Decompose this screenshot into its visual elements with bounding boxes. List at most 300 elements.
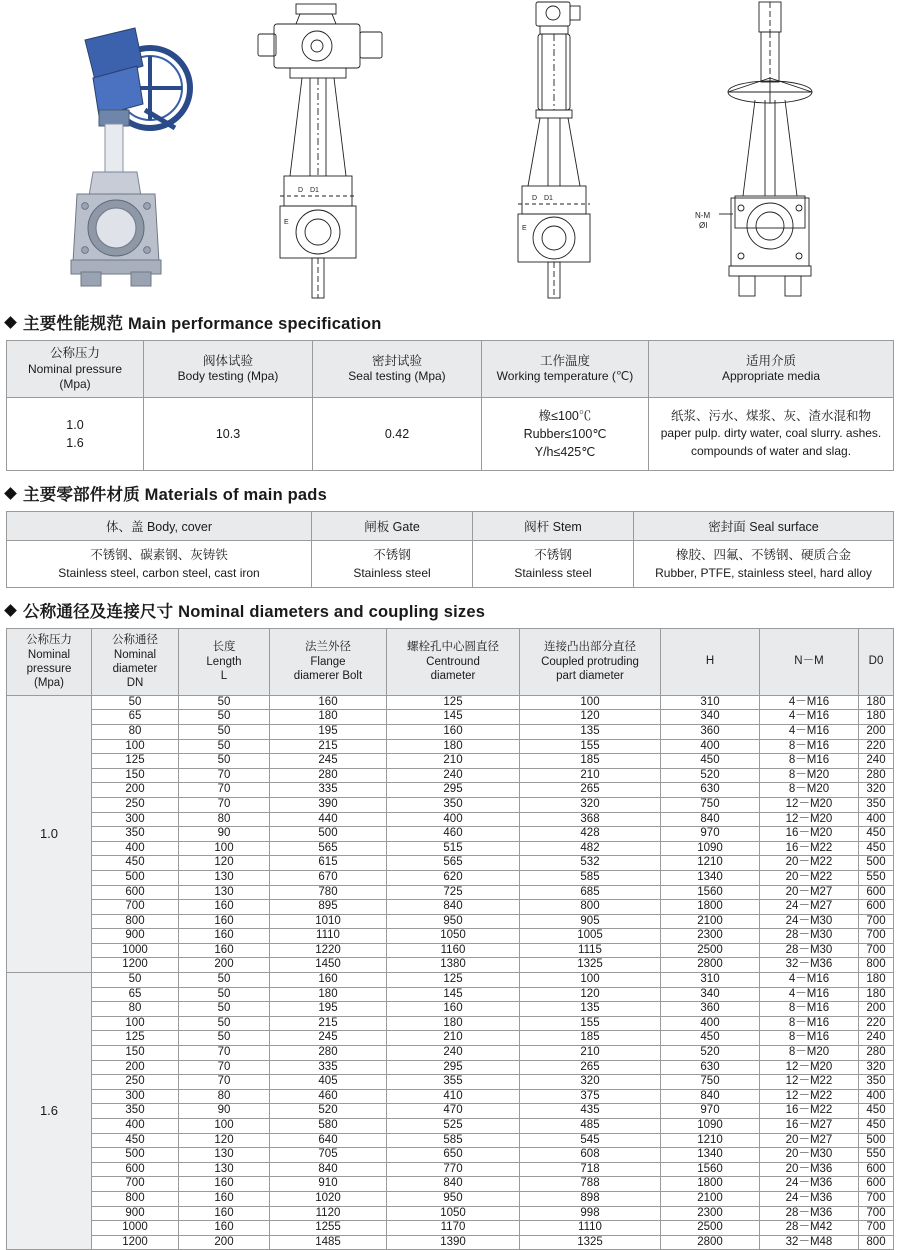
cell-h: 2100	[661, 914, 760, 929]
cell-length: 50	[179, 724, 270, 739]
cell-h: 1340	[661, 1148, 760, 1163]
cell-flange: 245	[270, 754, 387, 769]
cell-coupled: 155	[520, 739, 661, 754]
cell-d0: 450	[859, 1119, 894, 1134]
cell-flange: 195	[270, 724, 387, 739]
table-row	[7, 841, 894, 856]
cell-centround: 585	[387, 1133, 520, 1148]
cell-coupled: 368	[520, 812, 661, 827]
cell-centround: 400	[387, 812, 520, 827]
cell-nm: 20－M36	[760, 1162, 859, 1177]
cell-h: 2800	[661, 958, 760, 973]
materials-table	[6, 511, 894, 588]
cell-length: 80	[179, 812, 270, 827]
cell-nm: 8－M20	[760, 1046, 859, 1061]
cell-length: 90	[179, 1104, 270, 1119]
cell-length: 130	[179, 885, 270, 900]
cell-flange: 160	[270, 973, 387, 988]
cell-h: 750	[661, 797, 760, 812]
cell-dn: 450	[92, 856, 179, 871]
table-row	[7, 943, 894, 958]
cell-centround: 355	[387, 1075, 520, 1090]
cell-appropriate-media: 纸浆、污水、煤浆、灰、渣水混和物 paper pulp. dirty water, coal slurry. ashes. compounds of water and slag.	[649, 397, 894, 470]
cell-nominal-pressure: 1.0 1.6	[7, 397, 144, 470]
cell-coupled: 100	[520, 695, 661, 710]
cell-coupled: 320	[520, 1075, 661, 1090]
cell-h: 840	[661, 1089, 760, 1104]
cell-coupled: 375	[520, 1089, 661, 1104]
cell-h: 1210	[661, 856, 760, 871]
table-row	[7, 724, 894, 739]
table-row	[7, 1119, 894, 1134]
cell-h: 630	[661, 783, 760, 798]
section-title-performance: 主要性能规范 Main performance specification	[23, 315, 382, 333]
header-seal-surface: 密封面 Seal surface	[634, 512, 894, 541]
cell-nm: 12－M20	[760, 797, 859, 812]
cell-nm: 8－M16	[760, 1031, 859, 1046]
cell-flange: 1255	[270, 1221, 387, 1236]
cell-length: 160	[179, 900, 270, 915]
cell-length: 160	[179, 1206, 270, 1221]
cell-dn: 500	[92, 1148, 179, 1163]
cell-length: 70	[179, 1060, 270, 1075]
cell-d0: 180	[859, 710, 894, 725]
cell-flange: 895	[270, 900, 387, 915]
header-nominal-pressure: 公称压力 Nominal pressure (Mpa)	[7, 341, 144, 398]
cell-nm: 24－M30	[760, 914, 859, 929]
cell-dn: 400	[92, 841, 179, 856]
cell-flange: 215	[270, 1016, 387, 1031]
cell-h: 310	[661, 695, 760, 710]
cell-nm: 24－M27	[760, 900, 859, 915]
cell-coupled: 485	[520, 1119, 661, 1134]
cell-nm: 12－M20	[760, 1060, 859, 1075]
cell-length: 50	[179, 973, 270, 988]
cell-h: 360	[661, 1002, 760, 1017]
cell-dn: 300	[92, 1089, 179, 1104]
cell-flange: 640	[270, 1133, 387, 1148]
table-row	[7, 695, 894, 710]
cell-length: 160	[179, 1177, 270, 1192]
cell-coupled: 100	[520, 973, 661, 988]
cell-coupled: 1005	[520, 929, 661, 944]
cell-h: 520	[661, 768, 760, 783]
table-row	[7, 900, 894, 915]
cell-length: 160	[179, 1221, 270, 1236]
cell-dn: 100	[92, 739, 179, 754]
cell-d0: 400	[859, 812, 894, 827]
cell-coupled: 120	[520, 987, 661, 1002]
cell-coupled: 718	[520, 1162, 661, 1177]
cell-h: 400	[661, 739, 760, 754]
cell-flange: 160	[270, 695, 387, 710]
cell-nm: 32－M36	[760, 958, 859, 973]
table-row	[7, 1191, 894, 1206]
cell-centround: 160	[387, 1002, 520, 1017]
cell-dn: 50	[92, 695, 179, 710]
cell-length: 70	[179, 783, 270, 798]
cell-d0: 700	[859, 1191, 894, 1206]
cell-d0: 240	[859, 1031, 894, 1046]
table-row	[7, 827, 894, 842]
cell-centround: 145	[387, 987, 520, 1002]
cell-coupled: 185	[520, 754, 661, 769]
cell-nm: 8－M16	[760, 1016, 859, 1031]
figure-electric-actuator-knife-gate-valve	[230, 0, 450, 300]
cell-body-testing: 10.3	[144, 397, 313, 470]
cell-coupled: 898	[520, 1191, 661, 1206]
cell-centround: 295	[387, 783, 520, 798]
cell-nm: 20－M22	[760, 856, 859, 871]
header-nominal-diameter: 公称通径 Nominal diameter DN	[92, 629, 179, 696]
cell-centround: 840	[387, 1177, 520, 1192]
cell-stem: 不锈钢 Stainless steel	[473, 541, 634, 588]
table-row	[7, 1060, 894, 1075]
cell-dn: 500	[92, 870, 179, 885]
table-row	[7, 1002, 894, 1017]
table-row	[7, 1016, 894, 1031]
cell-length: 130	[179, 1148, 270, 1163]
cell-nm: 24－M36	[760, 1191, 859, 1206]
cell-flange: 1485	[270, 1235, 387, 1250]
cell-flange: 405	[270, 1075, 387, 1090]
cell-nm: 4－M16	[760, 973, 859, 988]
cell-h: 630	[661, 1060, 760, 1075]
cell-d0: 180	[859, 695, 894, 710]
cell-flange: 390	[270, 797, 387, 812]
cell-gate: 不锈钢 Stainless steel	[312, 541, 473, 588]
cell-dn: 150	[92, 768, 179, 783]
table-row	[7, 1089, 894, 1104]
cell-d0: 600	[859, 885, 894, 900]
cell-h: 1560	[661, 885, 760, 900]
header-length: 长度 Length L	[179, 629, 270, 696]
cell-h: 1340	[661, 870, 760, 885]
cell-d0: 700	[859, 914, 894, 929]
cell-coupled: 320	[520, 797, 661, 812]
cell-nm: 8－M20	[760, 783, 859, 798]
cell-length: 120	[179, 1133, 270, 1148]
table-row	[7, 885, 894, 900]
cell-d0: 700	[859, 929, 894, 944]
svg-text:E: E	[522, 225, 527, 232]
cell-coupled: 532	[520, 856, 661, 871]
cell-nm: 28－M30	[760, 943, 859, 958]
cell-centround: 210	[387, 1031, 520, 1046]
cell-length: 70	[179, 768, 270, 783]
cell-length: 50	[179, 987, 270, 1002]
cell-nm: 8－M16	[760, 739, 859, 754]
cell-centround: 650	[387, 1148, 520, 1163]
figure-manual-lever-knife-gate-valve	[10, 0, 230, 300]
cell-dn: 300	[92, 812, 179, 827]
cell-flange: 280	[270, 1046, 387, 1061]
diamond-bullet-icon	[4, 604, 17, 617]
cell-dn: 250	[92, 1075, 179, 1090]
cell-flange: 705	[270, 1148, 387, 1163]
cell-coupled: 482	[520, 841, 661, 856]
section-heading-dimensions	[6, 598, 900, 622]
cell-d0: 600	[859, 1177, 894, 1192]
cell-length: 50	[179, 1002, 270, 1017]
cell-pressure-group-1-6: 1.6	[7, 973, 92, 1250]
figure-pneumatic-cylinder-knife-gate-valve	[450, 0, 670, 300]
cell-dn: 1200	[92, 1235, 179, 1250]
table-row	[7, 1133, 894, 1148]
table-row	[7, 1104, 894, 1119]
cell-h: 750	[661, 1075, 760, 1090]
cell-h: 2100	[661, 1191, 760, 1206]
cell-nm: 28－M36	[760, 1206, 859, 1221]
cell-length: 200	[179, 1235, 270, 1250]
cell-flange: 460	[270, 1089, 387, 1104]
cell-length: 90	[179, 827, 270, 842]
cell-h: 360	[661, 724, 760, 739]
cell-centround: 515	[387, 841, 520, 856]
cell-d0: 400	[859, 1089, 894, 1104]
cell-dn: 700	[92, 1177, 179, 1192]
cell-d0: 450	[859, 841, 894, 856]
header-appropriate-media: 适用介质 Appropriate media	[649, 341, 894, 398]
cell-length: 130	[179, 1162, 270, 1177]
cell-centround: 1390	[387, 1235, 520, 1250]
cell-nm: 16－M20	[760, 827, 859, 842]
cell-centround: 1380	[387, 958, 520, 973]
cell-dn: 250	[92, 797, 179, 812]
cell-h: 2500	[661, 1221, 760, 1236]
table-row	[7, 1148, 894, 1163]
cell-flange: 565	[270, 841, 387, 856]
cell-flange: 440	[270, 812, 387, 827]
cell-flange: 180	[270, 710, 387, 725]
cell-h: 1090	[661, 841, 760, 856]
cell-coupled: 435	[520, 1104, 661, 1119]
section-title-dimensions: 公称通径及连接尺寸 Nominal diameters and coupling sizes	[23, 603, 486, 622]
cell-length: 120	[179, 856, 270, 871]
cell-length: 70	[179, 1046, 270, 1061]
table-row	[7, 1221, 894, 1236]
cell-flange: 1450	[270, 958, 387, 973]
diamond-bullet-icon	[4, 316, 17, 329]
cell-coupled: 800	[520, 900, 661, 915]
cell-d0: 350	[859, 1075, 894, 1090]
cell-coupled: 155	[520, 1016, 661, 1031]
table-row	[7, 1046, 894, 1061]
cell-nm: 12－M22	[760, 1075, 859, 1090]
section-heading-materials	[6, 481, 900, 505]
cell-h: 970	[661, 1104, 760, 1119]
cell-h: 450	[661, 1031, 760, 1046]
cell-nm: 16－M27	[760, 1119, 859, 1134]
cell-dn: 600	[92, 885, 179, 900]
cell-centround: 240	[387, 768, 520, 783]
cell-centround: 725	[387, 885, 520, 900]
table-row	[7, 812, 894, 827]
header-h: H	[661, 629, 760, 696]
cell-nm: 4－M16	[760, 724, 859, 739]
cell-nm: 20－M27	[760, 885, 859, 900]
cell-centround: 125	[387, 695, 520, 710]
cell-h: 1560	[661, 1162, 760, 1177]
section-title-materials: 主要零部件材质 Materials of main pads	[23, 486, 327, 504]
cell-coupled: 585	[520, 870, 661, 885]
cell-dn: 200	[92, 783, 179, 798]
cell-flange: 215	[270, 739, 387, 754]
cell-flange: 615	[270, 856, 387, 871]
header-gate: 闸板 Gate	[312, 512, 473, 541]
svg-text:D: D	[298, 187, 304, 194]
cell-centround: 840	[387, 900, 520, 915]
cell-coupled: 265	[520, 1060, 661, 1075]
cell-centround: 180	[387, 1016, 520, 1031]
table-row	[7, 710, 894, 725]
cell-dn: 80	[92, 1002, 179, 1017]
cell-nm: 4－M16	[760, 987, 859, 1002]
cell-dn: 600	[92, 1162, 179, 1177]
cell-h: 2800	[661, 1235, 760, 1250]
cell-centround: 1050	[387, 1206, 520, 1221]
cell-d0: 500	[859, 856, 894, 871]
cell-d0: 700	[859, 1206, 894, 1221]
cell-h: 520	[661, 1046, 760, 1061]
cell-flange: 520	[270, 1104, 387, 1119]
cell-h: 340	[661, 710, 760, 725]
cell-coupled: 210	[520, 768, 661, 783]
cell-dn: 700	[92, 900, 179, 915]
cell-flange: 580	[270, 1119, 387, 1134]
cell-centround: 525	[387, 1119, 520, 1134]
cell-coupled: 210	[520, 1046, 661, 1061]
cell-centround: 180	[387, 739, 520, 754]
table-row	[7, 973, 894, 988]
cell-nm: 20－M22	[760, 870, 859, 885]
cell-nm: 12－M20	[760, 812, 859, 827]
cell-h: 970	[661, 827, 760, 842]
cell-d0: 220	[859, 739, 894, 754]
cell-d0: 280	[859, 1046, 894, 1061]
section-heading-performance	[6, 310, 900, 334]
product-figures	[0, 0, 900, 300]
cell-centround: 295	[387, 1060, 520, 1075]
header-working-temperature: 工作温度 Working temperature (℃)	[482, 341, 649, 398]
cell-centround: 125	[387, 973, 520, 988]
cell-length: 50	[179, 1031, 270, 1046]
cell-flange: 780	[270, 885, 387, 900]
cell-body-cover: 不锈钢、碳素钢、灰铸铁 Stainless steel, carbon steel, cast iron	[7, 541, 312, 588]
cell-dn: 400	[92, 1119, 179, 1134]
cell-flange: 670	[270, 870, 387, 885]
cell-dn: 50	[92, 973, 179, 988]
table-row	[7, 929, 894, 944]
cell-coupled: 135	[520, 724, 661, 739]
cell-h: 450	[661, 754, 760, 769]
diamond-bullet-icon	[4, 487, 17, 500]
cell-d0: 450	[859, 1104, 894, 1119]
cell-nm: 16－M22	[760, 1104, 859, 1119]
cell-length: 100	[179, 1119, 270, 1134]
table-row	[7, 1177, 894, 1192]
cell-length: 160	[179, 914, 270, 929]
svg-text:ØI: ØI	[699, 221, 708, 230]
cell-dn: 900	[92, 929, 179, 944]
cell-d0: 550	[859, 1148, 894, 1163]
cell-centround: 1170	[387, 1221, 520, 1236]
cell-dn: 65	[92, 987, 179, 1002]
dimensions-table-body	[7, 695, 894, 1250]
cell-coupled: 265	[520, 783, 661, 798]
cell-coupled: 998	[520, 1206, 661, 1221]
cell-d0: 700	[859, 943, 894, 958]
cell-flange: 1120	[270, 1206, 387, 1221]
cell-dn: 1000	[92, 943, 179, 958]
cell-centround: 210	[387, 754, 520, 769]
cell-d0: 550	[859, 870, 894, 885]
header-seal-testing: 密封试验 Seal testing (Mpa)	[313, 341, 482, 398]
table-row	[7, 1206, 894, 1221]
cell-d0: 800	[859, 958, 894, 973]
cell-centround: 470	[387, 1104, 520, 1119]
cell-coupled: 788	[520, 1177, 661, 1192]
cell-flange: 1220	[270, 943, 387, 958]
cell-length: 100	[179, 841, 270, 856]
cell-nm: 28－M42	[760, 1221, 859, 1236]
cell-length: 160	[179, 943, 270, 958]
cell-dn: 800	[92, 1191, 179, 1206]
table-row	[7, 1075, 894, 1090]
table-row	[7, 958, 894, 973]
cell-d0: 320	[859, 1060, 894, 1075]
cell-h: 1800	[661, 1177, 760, 1192]
cell-coupled: 608	[520, 1148, 661, 1163]
cell-length: 50	[179, 1016, 270, 1031]
table-row	[7, 739, 894, 754]
cell-flange: 840	[270, 1162, 387, 1177]
cell-length: 50	[179, 710, 270, 725]
cell-coupled: 1115	[520, 943, 661, 958]
cell-length: 70	[179, 797, 270, 812]
cell-dn: 150	[92, 1046, 179, 1061]
cell-dn: 450	[92, 1133, 179, 1148]
table-header-row	[7, 629, 894, 696]
cell-nm: 4－M16	[760, 695, 859, 710]
table-row	[7, 856, 894, 871]
cell-nm: 20－M30	[760, 1148, 859, 1163]
cell-seal-testing: 0.42	[313, 397, 482, 470]
cell-d0: 240	[859, 754, 894, 769]
cell-nm: 20－M27	[760, 1133, 859, 1148]
cell-flange: 195	[270, 1002, 387, 1017]
cell-dn: 200	[92, 1060, 179, 1075]
cell-centround: 410	[387, 1089, 520, 1104]
cell-centround: 1050	[387, 929, 520, 944]
cell-centround: 160	[387, 724, 520, 739]
cell-h: 2300	[661, 1206, 760, 1221]
header-n-m: N－M	[760, 629, 859, 696]
cell-coupled: 1325	[520, 1235, 661, 1250]
cell-d0: 280	[859, 768, 894, 783]
cell-flange: 1010	[270, 914, 387, 929]
cell-h: 310	[661, 973, 760, 988]
cell-length: 50	[179, 754, 270, 769]
table-header-row	[7, 341, 894, 398]
table-row	[7, 754, 894, 769]
cell-centround: 460	[387, 827, 520, 842]
cell-h: 2300	[661, 929, 760, 944]
cell-d0: 200	[859, 1002, 894, 1017]
cell-h: 340	[661, 987, 760, 1002]
cell-h: 840	[661, 812, 760, 827]
cell-coupled: 545	[520, 1133, 661, 1148]
